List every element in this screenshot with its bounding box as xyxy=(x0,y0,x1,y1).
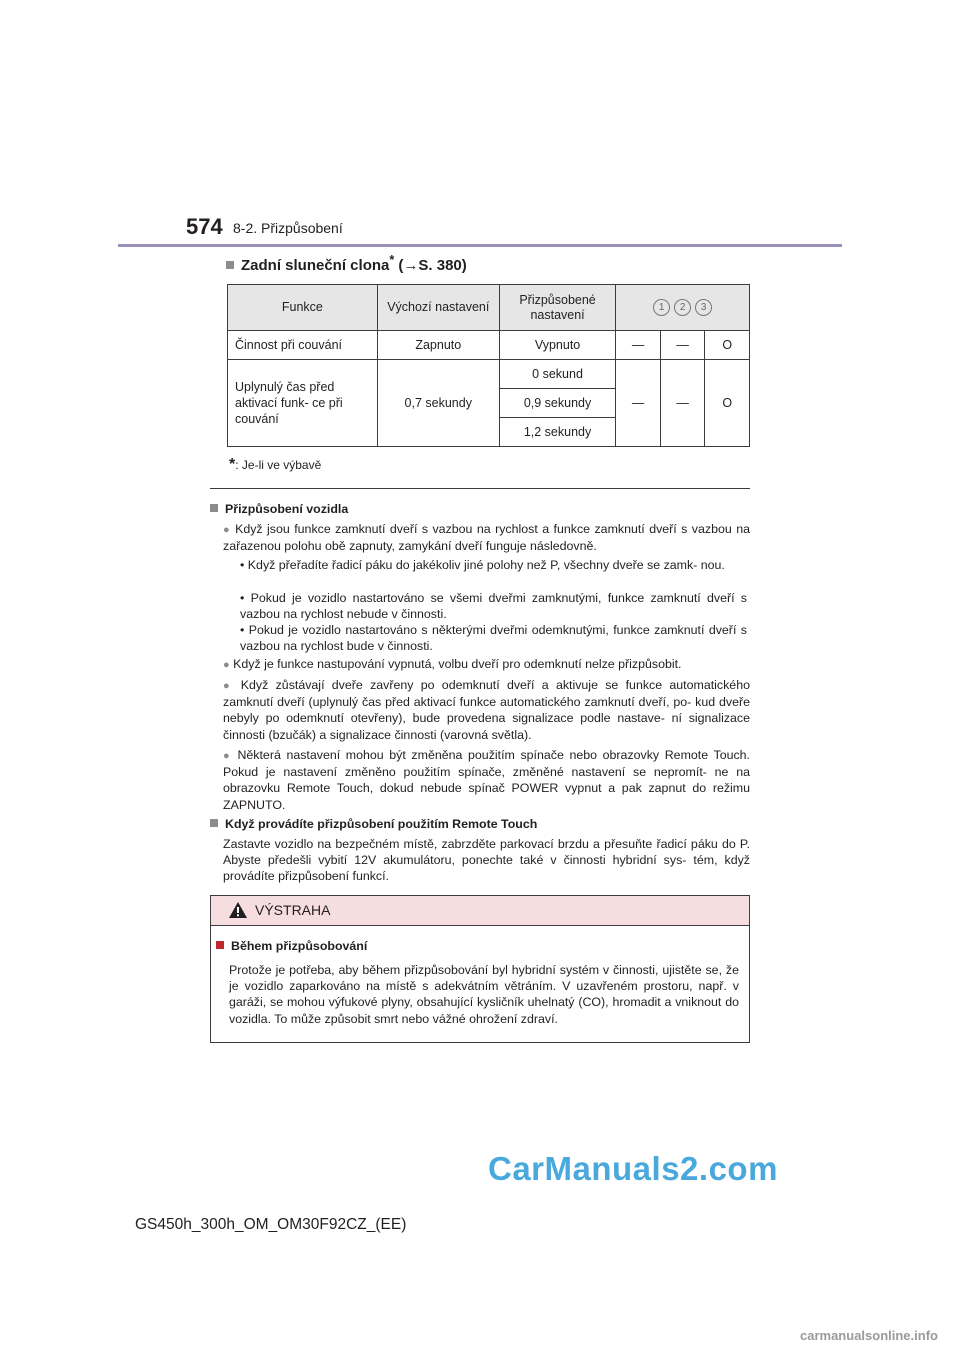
cell-method-2: — xyxy=(660,360,705,447)
cell-function: Uplynulý čas před aktivací funk- ce při couvání xyxy=(228,360,378,447)
section-heading xyxy=(210,816,537,832)
method-2-icon: 2 xyxy=(674,299,691,316)
square-bullet-icon xyxy=(226,261,234,269)
bullet-item xyxy=(223,521,750,554)
customization-table xyxy=(227,284,750,447)
table-row xyxy=(228,360,750,389)
watermark-logo: CarManuals2.com xyxy=(488,1150,778,1187)
dot-bullet-icon: • xyxy=(240,623,245,637)
sub-bullet-item xyxy=(240,557,747,573)
warning-header xyxy=(211,896,749,926)
remote-body: Zastavte vozidlo na bezpečném místě, zabrzděte parkovací brzdu a přesuňte řadicí páku do P. Abyste předešli vybití 12V akumulátoru, ponechte také v činnosti hybridní sys- tém, když provádíte přizpůsobení funkcí. xyxy=(223,837,750,884)
col-methods xyxy=(616,285,750,331)
site-logo: carmanualsonline.info xyxy=(800,1328,938,1343)
bullet-text: Když je funkce nastupování vypnutá, volbu dveří pro odemknutí nelze přizpůsobit. xyxy=(233,657,682,671)
table-header-row xyxy=(228,285,750,331)
dot-bullet-icon: • xyxy=(240,591,245,605)
warning-triangle-icon xyxy=(228,901,248,919)
dot-bullet-icon: • xyxy=(240,558,245,572)
sub-bullet-item xyxy=(240,590,747,622)
cell-method-2: — xyxy=(660,331,705,360)
cell-method-3: O xyxy=(705,331,750,360)
cell-function: Činnost při couvání xyxy=(228,331,378,360)
footnote-text: : Je-li ve výbavě xyxy=(235,458,322,472)
bullet-item xyxy=(223,656,750,673)
col-function: Funkce xyxy=(228,285,378,331)
footnote-mark: * xyxy=(229,456,236,473)
table-row xyxy=(228,331,750,360)
square-bullet-icon xyxy=(210,819,218,827)
cell-method-3: O xyxy=(705,360,750,447)
bullet-item xyxy=(223,747,750,813)
col-default: Výchozí nastavení xyxy=(377,285,499,331)
cell-custom-option: 0 sekund xyxy=(499,360,615,389)
warning-title: VÝSTRAHA xyxy=(255,902,331,918)
bullet-item xyxy=(223,677,750,743)
cell-method-1: — xyxy=(616,360,661,447)
section-heading-text: Když provádíte přizpůsobení použitím Remote Touch xyxy=(225,817,538,831)
section-heading xyxy=(210,501,348,517)
sub-bullet-text: Pokud je vozidlo nastartováno se všemi dveřmi zamknutými, funkce zamknutí dveří s vazbou na rychlost nebude v činnosti. xyxy=(240,591,747,622)
sub-bullet-item xyxy=(240,622,747,654)
cell-default: 0,7 sekundy xyxy=(377,360,499,447)
warning-body: Protože je potřeba, aby během přizpůsobování byl hybridní systém v činnosti, ujistěte se, že je vozidlo zaparkováno na místě s adekvátním větráním. V uzavřeném prostoru, např. v garáži, se mohou výfukové plyny, obsahující kysličník uhelnatý (CO), hromadit a vniknout do vozidla. To může způsobit smrt nebo vážné ohrožení zdraví. xyxy=(229,963,739,1026)
subheading-ref: (→S. 380) xyxy=(394,257,467,274)
page-number: 574 xyxy=(186,214,223,239)
footer-code: GS450h_300h_OM_OM30F92CZ_(EE) xyxy=(135,1216,407,1233)
section-heading-text: Přizpůsobení vozidla xyxy=(225,502,349,516)
header-rule xyxy=(118,244,842,247)
circle-bullet-icon: ● xyxy=(223,659,230,671)
cell-custom-option: 1,2 sekundy xyxy=(499,418,615,447)
subheading-asterisk: * xyxy=(389,253,395,267)
section-divider xyxy=(210,488,750,489)
square-bullet-icon xyxy=(216,941,224,949)
sub-bullet-text: Když přeřadíte řadicí páku do jakékoliv jiné polohy než P, všechny dveře se zamk- nou. xyxy=(247,558,725,572)
method-3-icon: 3 xyxy=(695,299,712,316)
square-bullet-icon xyxy=(210,504,218,512)
subheading-title: Zadní sluneční clona xyxy=(241,257,390,274)
method-1-icon: 1 xyxy=(653,299,670,316)
cell-custom-option: 0,9 sekundy xyxy=(499,389,615,418)
bullet-text: Když zůstávají dveře zavřeny po odemknutí dveří a aktivuje se funkce automatického zamknutí dveří (uplynulý čas před aktivací funkce automatického zamknutí dveří, po- kud dveře nebyly po odemknutí otevřeny), bude provedena signalizace podle nastave- ní signalizace činnosti (bzučák) a signalizace činnosti (varovná světla). xyxy=(223,678,750,742)
cell-custom: Vypnuto xyxy=(499,331,615,360)
col-custom: Přizpůsobené nastavení xyxy=(499,285,615,331)
bullet-text: Některá nastavení mohou být změněna použitím spínače nebo obrazovky Remote Touch. Pokud je nastavení změněno použitím spínače, změněné nastavení se nepromít- ne na obrazovku Remote Touch, dokud nebude spínač POWER vypnut a pak zapnut do režimu ZAPNUTO. xyxy=(223,748,751,812)
circle-bullet-icon: ● xyxy=(223,750,232,762)
warning-heading xyxy=(216,938,367,954)
circle-bullet-icon: ● xyxy=(223,680,234,692)
circle-bullet-icon: ● xyxy=(223,524,231,536)
warning-heading-text: Během přizpůsobování xyxy=(231,939,368,953)
section-title: 8-2. Přizpůsobení xyxy=(233,220,343,236)
sub-bullet-text: Pokud je vozidlo nastartováno s některými dveřmi odemknutými, funkce zamknutí dveří s vazbou na rychlost bude v činnosti. xyxy=(240,623,747,654)
cell-method-1: — xyxy=(616,331,661,360)
footnote xyxy=(229,456,321,474)
cell-default: Zapnuto xyxy=(377,331,499,360)
bullet-text: Když jsou funkce zamknutí dveří s vazbou na rychlost a funkce zamknutí dveří s vazbou na zařazenou polohu obě zapnuty, zamykání dveří funguje následovně. xyxy=(223,522,750,554)
subheading xyxy=(226,253,467,274)
warning-box xyxy=(210,895,750,1043)
